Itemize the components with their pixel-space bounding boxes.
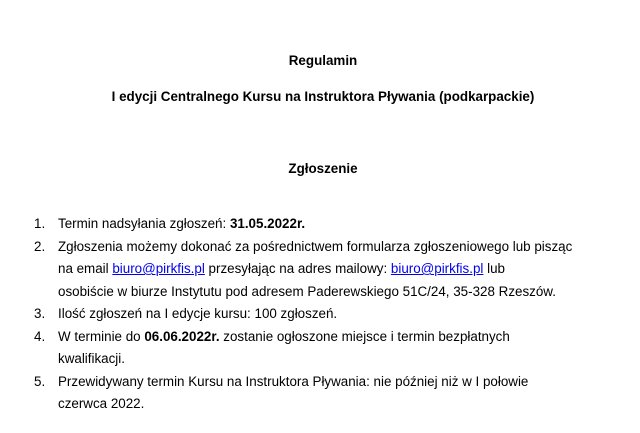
item-text: Termin nadsyłania zgłoszeń: — [58, 216, 230, 231]
document-subtitle: I edycji Centralnego Kursu na Instruktora Pływania (podkarpackie) — [111, 89, 535, 104]
rules-list — [0, 213, 640, 416]
item-text: Przewidywany termin Kursu na Instruktora Pływania: nie później niż w I połowie — [58, 373, 529, 389]
list-item-number: 5. — [34, 373, 46, 389]
deadline-date: 31.05.2022r. — [229, 216, 306, 231]
list-item-line — [58, 326, 630, 349]
list-item-number: 3. — [34, 306, 46, 321]
item-text: Zgłoszenia możemy dokonać za pośrednictwem formularza zgłoszeniowego lub pisząc — [58, 238, 573, 254]
email-link[interactable]: biuro@pirkfis.pl — [390, 261, 484, 276]
item-text: W terminie do — [58, 328, 145, 344]
list-item-line — [58, 258, 630, 281]
item-text: na email — [58, 261, 113, 276]
list-item-number: 2. — [34, 238, 46, 254]
list-item — [0, 371, 640, 416]
list-item-line — [58, 213, 630, 236]
list-item — [0, 303, 640, 326]
item-text: kwalifikacji. — [58, 351, 125, 366]
item-text: przesyłając na adres mailowy: — [204, 261, 391, 276]
document-title: Regulamin — [288, 53, 358, 68]
item-text: osobiście w biurze Instytutu pod adresem Paderewskiego 51C/24, 35-328 Rzeszów. — [58, 283, 556, 299]
item-text: lub — [483, 261, 505, 276]
list-item-number: 1. — [34, 216, 46, 231]
qualification-date: 06.06.2022r. — [144, 328, 220, 344]
list-item — [0, 326, 640, 371]
item-text: czerwca 2022. — [58, 396, 145, 411]
section-heading: Zgłoszenie — [288, 161, 358, 176]
item-text: zostanie ogłoszone miejsce i termin bezpłatnych — [219, 328, 510, 344]
email-link[interactable]: biuro@pirkfis.pl — [112, 261, 205, 276]
list-item — [0, 213, 640, 236]
list-item — [0, 236, 640, 304]
list-item-number: 4. — [34, 328, 46, 344]
item-text: Ilość zgłoszeń na I edycje kursu: 100 zgłoszeń. — [58, 306, 338, 321]
